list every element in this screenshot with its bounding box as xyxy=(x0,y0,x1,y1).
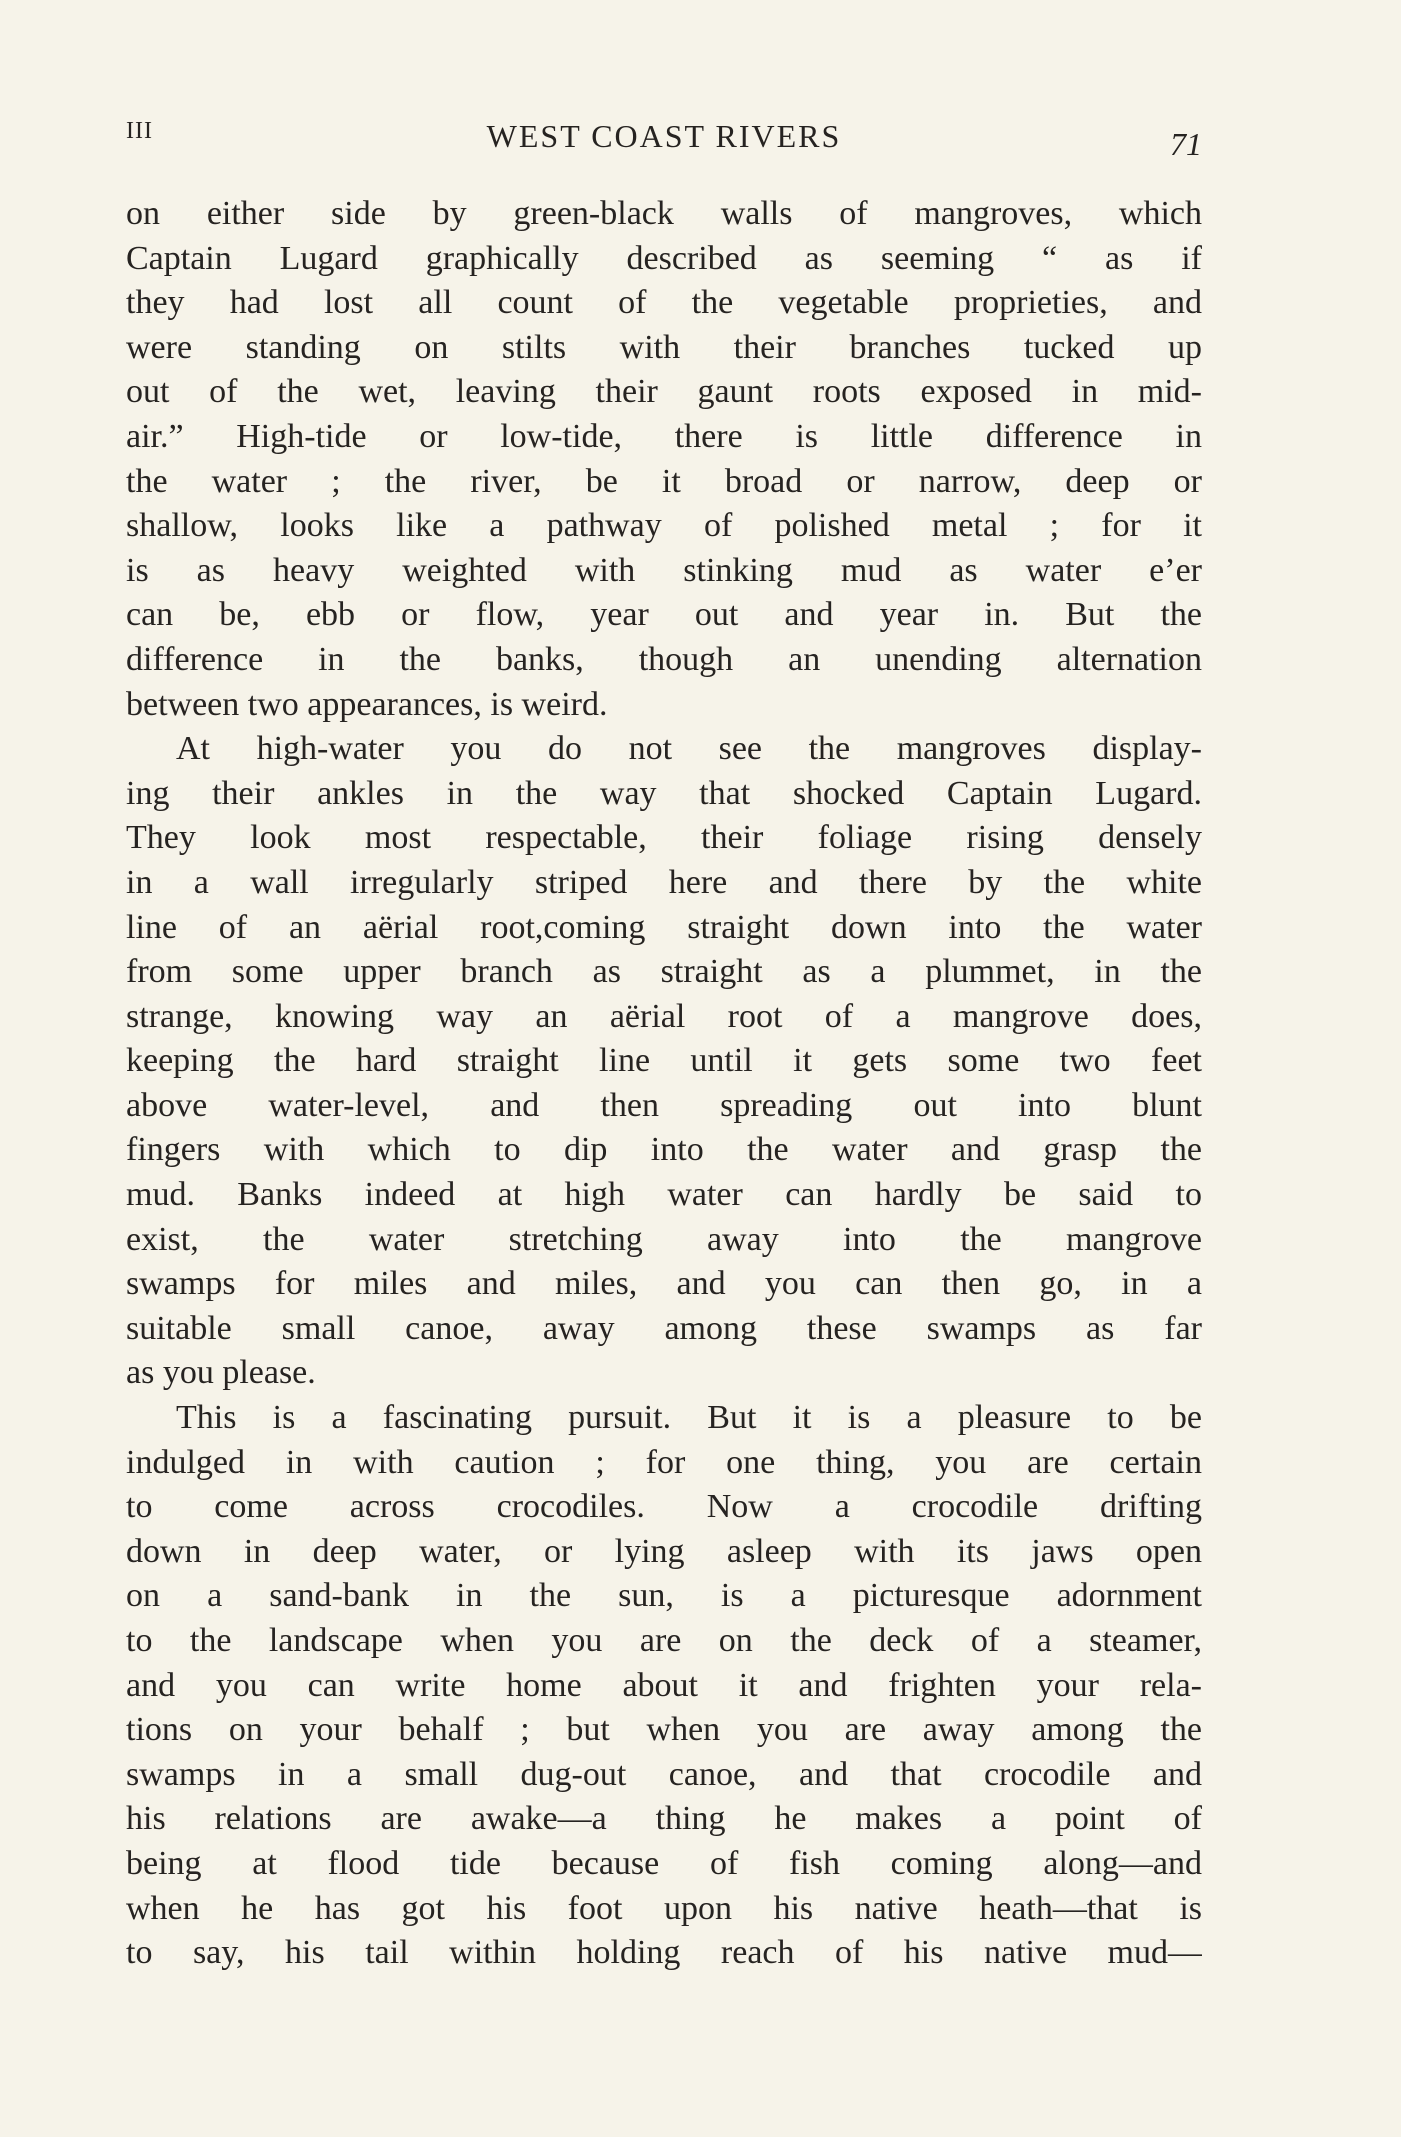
text-line: strange, knowing way an aërial root of a mangrove does, xyxy=(126,997,1202,1035)
text-line: At high-water you do not see the mangroves display- xyxy=(176,730,1202,768)
text-line: out of the wet, leaving their gaunt roots exposed in mid- xyxy=(126,373,1202,411)
text-line: on a sand-bank in the sun, is a picturesque adornment xyxy=(126,1577,1202,1615)
text-line: fingers with which to dip into the water and grasp the xyxy=(126,1131,1202,1169)
text-line: line of an aërial root,coming straight down into the water xyxy=(126,908,1202,946)
paragraph xyxy=(126,727,1202,1396)
text-line: above water-level, and then spreading out into blunt xyxy=(126,1086,1202,1124)
text-line: difference in the banks, though an unending alternation xyxy=(126,640,1202,678)
text-line: exist, the water stretching away into the mangrove xyxy=(126,1220,1202,1258)
text-line: to say, his tail within holding reach of his native mud— xyxy=(126,1934,1202,1972)
text-line: were standing on stilts with their branches tucked up xyxy=(126,328,1202,366)
paragraph xyxy=(126,1396,1202,1976)
text-line: This is a fascinating pursuit. But it is a pleasure to be xyxy=(176,1399,1202,1437)
running-title: WEST COAST RIVERS xyxy=(486,118,842,154)
text-line: can be, ebb or flow, year out and year in. But the xyxy=(126,596,1202,634)
chapter-number: III xyxy=(126,118,153,144)
paragraph xyxy=(126,192,1202,727)
page-number: 71 xyxy=(1170,126,1202,162)
text-line: swamps in a small dug-out canoe, and that crocodile and xyxy=(126,1755,1202,1793)
text-line: indulged in with caution ; for one thing, you are certain xyxy=(126,1443,1202,1481)
running-head xyxy=(126,112,1202,162)
text-line: and you can write home about it and frighten your rela- xyxy=(126,1666,1202,1704)
text-line: when he has got his foot upon his native heath—that is xyxy=(126,1889,1202,1927)
text-line: swamps for miles and miles, and you can then go, in a xyxy=(126,1265,1202,1303)
text-line: keeping the hard straight line until it gets some two feet xyxy=(126,1042,1202,1080)
text-line: down in deep water, or lying asleep with its jaws open xyxy=(126,1532,1202,1570)
text-line: from some upper branch as straight as a plummet, in the xyxy=(126,953,1202,991)
text-line: They look most respectable, their foliage rising densely xyxy=(126,819,1202,857)
text-line: between two appearances, is weird. xyxy=(126,685,608,723)
text-line: they had lost all count of the vegetable proprieties, and xyxy=(126,284,1202,322)
text-line: in a wall irregularly striped here and there by the white xyxy=(126,863,1202,901)
text-line: to the landscape when you are on the deck of a steamer, xyxy=(126,1622,1202,1659)
text-line: his relations are awake—a thing he makes a point of xyxy=(126,1800,1202,1838)
text-line: the water ; the river, be it broad or narrow, deep or xyxy=(126,462,1202,500)
text-line: ing their ankles in the way that shocked Captain Lugard. xyxy=(126,774,1202,812)
text-line: is as heavy weighted with stinking mud as water e’er xyxy=(126,551,1202,589)
text-line: to come across crocodiles. Now a crocodile drifting xyxy=(126,1488,1202,1526)
text-line: Captain Lugard graphically described as seeming “ as if xyxy=(126,239,1202,277)
text-line: as you please. xyxy=(126,1354,316,1392)
text-line: mud. Banks indeed at high water can hardly be said to xyxy=(126,1176,1202,1214)
body-text xyxy=(126,192,1202,1976)
text-line: tions on your behalf ; but when you are away among the xyxy=(126,1711,1202,1749)
text-line: on either side by green-black walls of mangroves, which xyxy=(126,195,1202,232)
text-line: air.” High-tide or low-tide, there is little difference in xyxy=(126,417,1202,455)
text-line: shallow, looks like a pathway of polished metal ; for it xyxy=(126,507,1202,545)
text-line: suitable small canoe, away among these swamps as far xyxy=(126,1309,1202,1347)
text-line: being at flood tide because of fish coming along—and xyxy=(126,1844,1202,1882)
